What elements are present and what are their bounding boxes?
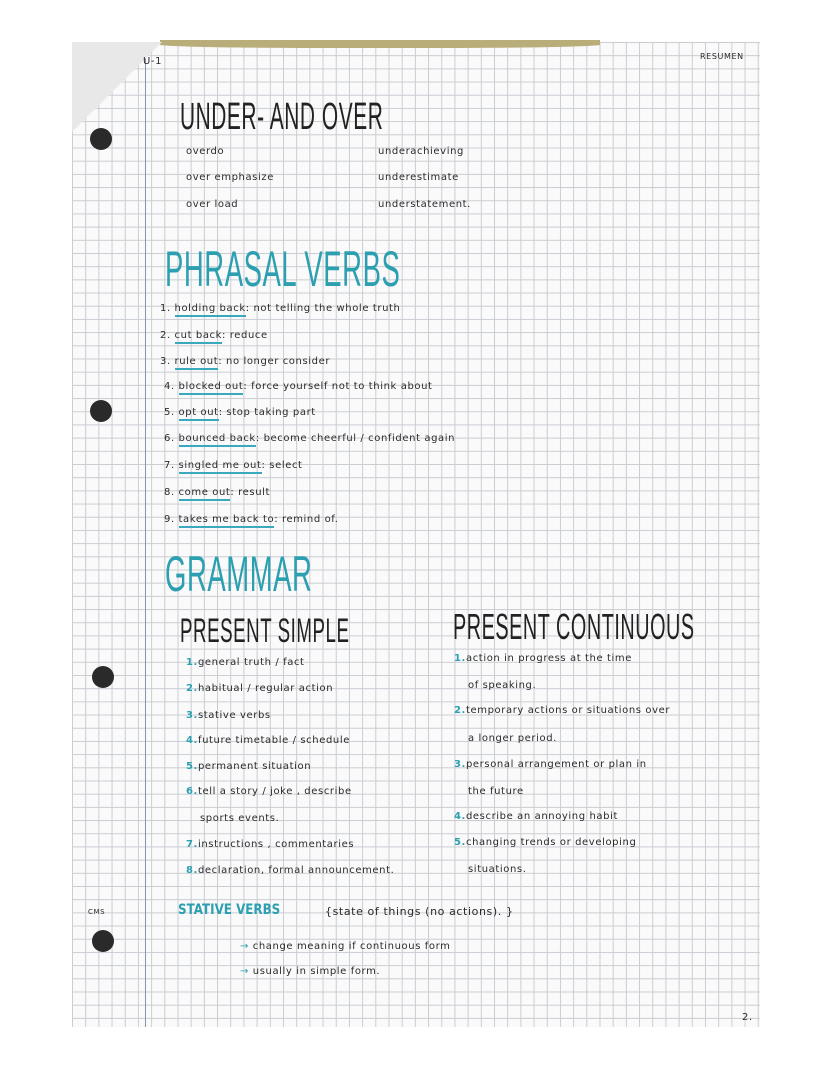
definition: : force yourself not to think about bbox=[243, 381, 433, 392]
page-label: U-1 bbox=[143, 56, 163, 67]
grammar-line bbox=[186, 683, 333, 694]
item-number: 1. bbox=[160, 303, 171, 314]
binder-edge bbox=[160, 40, 600, 48]
under-over-title: UNDER- AND OVER bbox=[180, 96, 384, 138]
line-text: instructions , commentaries bbox=[197, 839, 355, 850]
grammar-line bbox=[468, 680, 536, 691]
line-text: situations. bbox=[468, 864, 527, 875]
grammar-line bbox=[186, 761, 311, 772]
punch-hole bbox=[90, 400, 112, 422]
item-number: 4. bbox=[454, 811, 466, 822]
grammar-line bbox=[468, 733, 557, 744]
item-number: 6. bbox=[186, 786, 198, 797]
line-text: the future bbox=[468, 786, 524, 797]
line-text: of speaking. bbox=[468, 680, 537, 691]
grammar-line bbox=[186, 657, 305, 668]
stative-note: {state of things (no actions). } bbox=[325, 905, 514, 918]
phrasal-verb-item bbox=[164, 487, 270, 498]
phrasal-verb: opt out bbox=[179, 407, 219, 421]
stative-point: usually in simple form. bbox=[252, 966, 381, 977]
item-number: 2. bbox=[186, 683, 198, 694]
item-number: 4. bbox=[164, 381, 175, 392]
phrasal-verb-item bbox=[164, 460, 303, 471]
stative-verbs-title: STATIVE VERBS bbox=[178, 902, 281, 918]
item-number: 5. bbox=[164, 407, 175, 418]
line-text: declaration, formal announcement. bbox=[197, 865, 395, 876]
item-number: 8. bbox=[164, 487, 175, 498]
item-number: 3. bbox=[186, 710, 198, 721]
word: over load bbox=[186, 199, 239, 210]
item-number: 7. bbox=[186, 839, 198, 850]
line-text: future timetable / schedule bbox=[197, 735, 350, 746]
line-text: describe an annoying habit bbox=[465, 811, 618, 822]
line-text: stative verbs bbox=[197, 710, 271, 721]
line-text: a longer period. bbox=[468, 733, 557, 744]
line-text: temporary actions or situations over bbox=[465, 705, 671, 716]
grammar-line bbox=[186, 839, 354, 850]
phrasal-verb-item bbox=[164, 407, 316, 418]
phrasal-verb: rule out bbox=[175, 356, 219, 370]
item-number: 9. bbox=[164, 514, 175, 525]
definition: : become cheerful / confident again bbox=[255, 433, 456, 444]
item-number: 5. bbox=[454, 837, 466, 848]
grammar-line bbox=[454, 653, 632, 664]
punch-hole bbox=[90, 128, 112, 150]
item-number: 2. bbox=[160, 330, 171, 341]
line-text: habitual / regular action bbox=[197, 683, 334, 694]
line-text: permanent situation bbox=[197, 761, 312, 772]
word: over emphasize bbox=[186, 172, 274, 183]
punch-hole bbox=[92, 666, 114, 688]
item-number: 6. bbox=[164, 433, 175, 444]
line-text: personal arrangement or plan in bbox=[465, 759, 647, 770]
phrasal-verb: blocked out bbox=[179, 381, 244, 395]
line-text: general truth / fact bbox=[197, 657, 305, 668]
definition: : result bbox=[230, 487, 271, 498]
grammar-line bbox=[186, 865, 394, 876]
item-number: 1. bbox=[454, 653, 466, 664]
present-continuous-title: PRESENT CONTINUOUS bbox=[453, 606, 695, 647]
item-number: 5. bbox=[186, 761, 198, 772]
phrasal-verb: bounced back bbox=[179, 433, 256, 447]
item-number: 1. bbox=[186, 657, 198, 668]
item-number: 7. bbox=[164, 460, 175, 471]
grammar-line bbox=[454, 759, 647, 770]
item-number: 3. bbox=[160, 356, 171, 367]
line-text: changing trends or developing bbox=[465, 837, 637, 848]
line-text: action in progress at the time bbox=[465, 653, 632, 664]
phrasal-verb-item bbox=[164, 381, 433, 392]
definition: : stop taking part bbox=[218, 407, 316, 418]
phrasal-verb: takes me back to bbox=[179, 514, 275, 528]
phrasal-verb-item bbox=[160, 303, 400, 314]
word: overdo bbox=[186, 146, 225, 157]
item-number: 4. bbox=[186, 735, 198, 746]
grammar-line bbox=[454, 705, 670, 716]
definition: : remind of. bbox=[274, 514, 339, 525]
line-text: tell a story / joke , describe bbox=[197, 786, 352, 797]
grammar-line bbox=[200, 813, 279, 824]
word: underachieving bbox=[378, 146, 464, 157]
grammar-line bbox=[186, 735, 350, 746]
definition: : not telling the whole truth bbox=[245, 303, 401, 314]
item-number: 2. bbox=[454, 705, 466, 716]
grammar-title: GRAMMAR bbox=[165, 546, 313, 602]
phrasal-verb-item bbox=[160, 356, 330, 367]
phrasal-verb-item bbox=[164, 514, 338, 525]
word: underestimate bbox=[378, 172, 459, 183]
grammar-line bbox=[186, 710, 271, 721]
phrasal-verb: singled me out bbox=[179, 460, 262, 474]
punch-hole bbox=[92, 930, 114, 952]
item-number: 3. bbox=[454, 759, 466, 770]
definition: : no longer consider bbox=[218, 356, 331, 367]
grammar-line bbox=[454, 811, 618, 822]
stative-point: change meaning if continuous form bbox=[252, 941, 451, 952]
definition: : select bbox=[261, 460, 303, 471]
phrasal-verb: come out bbox=[179, 487, 231, 501]
margin-line bbox=[145, 42, 146, 1027]
phrasal-verb-item bbox=[164, 433, 455, 444]
arrow-icon: → bbox=[240, 941, 249, 952]
word: understatement. bbox=[378, 199, 471, 210]
margin-note: CMS bbox=[88, 908, 106, 916]
arrow-icon: → bbox=[240, 966, 249, 977]
present-simple-title: PRESENT SIMPLE bbox=[180, 612, 350, 650]
graph-paper bbox=[72, 42, 760, 1027]
phrasal-verbs-title: PHRASAL VERBS bbox=[165, 241, 401, 297]
header-right: RESUMEN bbox=[700, 52, 744, 61]
definition: : reduce bbox=[222, 330, 268, 341]
grammar-line bbox=[468, 786, 524, 797]
grammar-line bbox=[186, 786, 352, 797]
phrasal-verb: holding back bbox=[175, 303, 246, 317]
phrasal-verb: cut back bbox=[175, 330, 223, 344]
line-text: sports events. bbox=[200, 813, 280, 824]
page-number: 2. bbox=[742, 1012, 753, 1023]
grammar-line bbox=[454, 837, 636, 848]
item-number: 8. bbox=[186, 865, 198, 876]
phrasal-verb-item bbox=[160, 330, 268, 341]
grammar-line bbox=[468, 864, 527, 875]
